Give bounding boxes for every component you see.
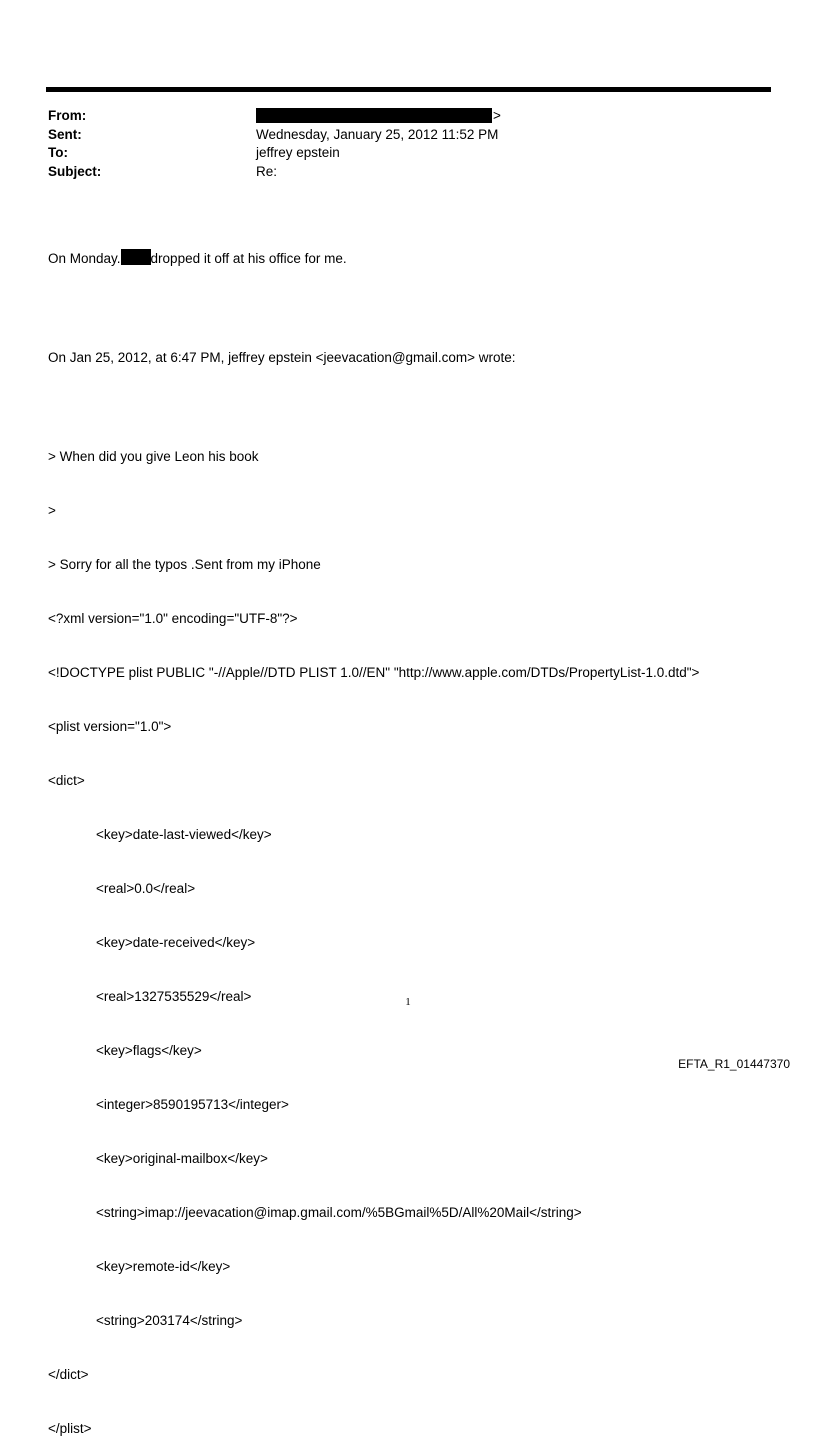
header-rule: [46, 87, 771, 92]
plist-entry: <key>date-received</key>: [96, 935, 256, 950]
quoted-line: >: [48, 503, 56, 518]
plist-entry: <key>remote-id</key>: [96, 1259, 231, 1274]
to-label: To:: [48, 145, 68, 160]
plist-line: <!DOCTYPE plist PUBLIC "-//Apple//DTD PLIST 1.0//EN" "http://www.apple.com/DTDs/PropertyList-1.0.dtd">: [48, 665, 700, 680]
quoted-line: > Sorry for all the typos .Sent from my iPhone: [48, 557, 321, 572]
sent-value: Wednesday, January 25, 2012 11:52 PM: [256, 126, 499, 142]
from-suffix: >: [493, 108, 501, 123]
email-header: [48, 107, 748, 181]
sent-label: Sent:: [48, 126, 82, 142]
plist-line: </plist>: [48, 1421, 92, 1436]
from-row: [48, 107, 748, 126]
plist-entry: <key>flags</key>: [96, 1043, 202, 1058]
page-number: 1: [405, 996, 411, 1008]
from-label: From:: [48, 108, 87, 123]
reply-suffix: dropped it off at his office for me.: [150, 251, 347, 266]
from-value: [256, 107, 501, 126]
sent-row: [48, 126, 748, 145]
plist-line: <dict>: [48, 773, 85, 788]
subject-label: Subject:: [48, 163, 102, 179]
attribution-line: On Jan 25, 2012, at 6:47 PM, jeffrey epstein <jeevacation@gmail.com> wrote:: [48, 350, 516, 365]
reply-prefix: On Monday.: [48, 251, 121, 266]
to-value: jeffrey epstein: [256, 145, 340, 160]
plist-line: <plist version="1.0">: [48, 719, 172, 734]
document-id: EFTA_R1_01447370: [678, 1057, 790, 1071]
redacted-name: [121, 249, 151, 265]
subject-row: [48, 163, 748, 182]
plist-entry: <key>date-last-viewed</key>: [96, 827, 272, 842]
to-row: [48, 144, 748, 163]
subject-value: Re:: [256, 163, 278, 179]
plist-entry: <string>imap://jeevacation@imap.gmail.com/%5BGmail%5D/All%20Mail</string>: [96, 1205, 582, 1220]
plist-entry: <key>original-mailbox</key>: [96, 1151, 268, 1166]
redacted-sender: [256, 108, 492, 123]
plist-line: <?xml version="1.0" encoding="UTF-8"?>: [48, 611, 298, 626]
plist-entry: <real>0.0</real>: [96, 881, 196, 896]
plist-entry: <integer>8590195713</integer>: [96, 1097, 289, 1112]
email-body: [48, 214, 788, 1456]
plist-entry: <real>1327535529</real>: [96, 989, 252, 1004]
plist-line: </dict>: [48, 1367, 89, 1382]
quoted-line: > When did you give Leon his book: [48, 449, 259, 464]
reply-line: [48, 250, 788, 268]
plist-entry: <string>203174</string>: [96, 1313, 243, 1328]
